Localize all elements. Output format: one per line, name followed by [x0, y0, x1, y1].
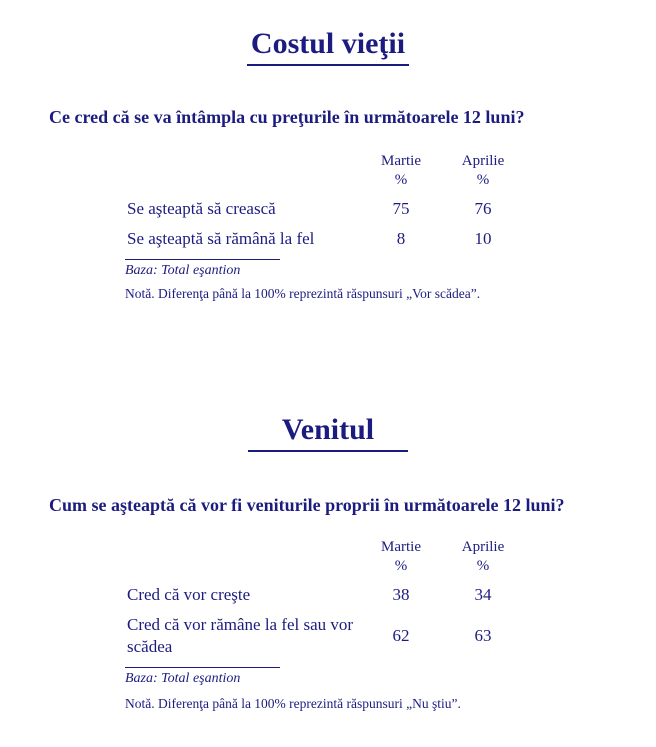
question-heading: Cum se aşteaptă că vor fi veniturile proprii în următoarele 12 luni? [49, 494, 565, 515]
section-title-block [0, 0, 656, 66]
base-note: Baza: Total eşantion [125, 259, 280, 280]
column-header-martie [360, 538, 442, 576]
table-corner-cell [127, 152, 360, 190]
row-value-aprilie: 10 [474, 228, 492, 248]
column-header-aprilie [442, 538, 524, 576]
question-heading: Ce cred că se va întâmpla cu preţurile în următoarele 12 luni? [49, 106, 525, 127]
row-label: Cred că vor rămâne la fel sau vor scădea [127, 614, 354, 656]
column-header-unit: % [476, 558, 490, 574]
row-value-martie: 62 [392, 625, 410, 645]
row-value-martie: 8 [396, 228, 406, 248]
base-note: Baza: Total eşantion [125, 667, 280, 688]
section-title-block [0, 413, 656, 452]
row-label: Cred că vor creşte [127, 584, 251, 604]
column-header-label: Martie [381, 153, 421, 170]
column-header-label: Martie [381, 539, 421, 556]
section-cost-of-living [0, 0, 656, 303]
section-income [0, 413, 656, 712]
column-header-martie [360, 152, 442, 190]
table-corner-cell [127, 538, 360, 576]
column-header-label: Aprilie [461, 153, 505, 170]
row-label: Se aşteaptă să rămână la fel [127, 228, 315, 248]
section-title: Costul vieţii [247, 27, 409, 66]
column-header-unit: % [394, 171, 408, 188]
row-value-aprilie: 34 [474, 584, 492, 604]
footnote: Notă. Diferenţa până la 100% reprezintă răspunsuri „Vor scădea”. [125, 286, 481, 302]
row-value-aprilie: 63 [474, 625, 492, 645]
row-value-martie: 75 [392, 198, 410, 218]
column-header-unit: % [394, 558, 408, 574]
row-value-aprilie: 76 [474, 198, 492, 218]
column-header-aprilie [442, 152, 524, 190]
footnote: Notă. Diferenţa până la 100% reprezintă răspunsuri „Nu ştiu”. [125, 695, 461, 711]
comparison-table [127, 152, 656, 250]
base-note-block [125, 667, 656, 688]
column-header-unit: % [476, 171, 490, 188]
row-label: Se aşteaptă să crească [127, 198, 276, 218]
section-title: Venitul [248, 413, 408, 452]
column-header-label: Aprilie [461, 539, 505, 556]
row-value-martie: 38 [392, 584, 410, 604]
base-note-block [125, 259, 656, 280]
comparison-table [127, 538, 656, 658]
